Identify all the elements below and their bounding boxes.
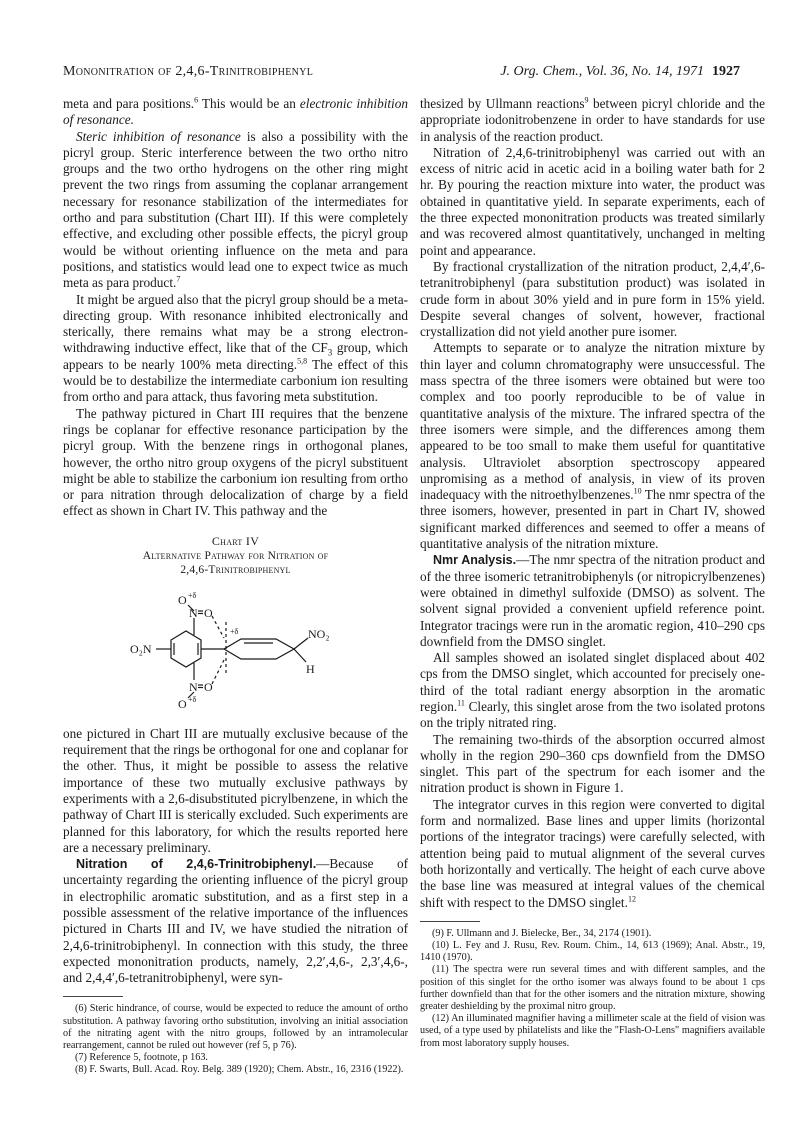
text-run: group, which appears to be nearly 100% meta directing. — [63, 340, 409, 372]
text-run: is also a possibility with the picryl group. Steric interference between the two ortho nitro groups and the two ortho hydrogens on the other ring might prevent the two rings from assuming the coplanar arrangement necessary for resonance stabilization of the intermediates for ortho and para substitution (Chart III). If this were completely effective, and excluding other possible effects, the picryl group would be without orienting influence on the meta and para positions, and statistics would lead one to expect twice as much meta as para product. — [63, 128, 408, 291]
footnote: (10) L. Fey and J. Rusu, Rev. Roum. Chim., 14, 613 (1969); Anal. Abstr., 19, 1410 (1970). — [420, 940, 765, 964]
reference-mark: 5,8 — [297, 356, 308, 366]
field-effect-line — [212, 660, 224, 684]
section-heading: Nitration of 2,4,6-Trinitrobiphenyl. — [76, 857, 317, 872]
paragraph — [420, 552, 765, 650]
oxygen-label: O — [203, 679, 213, 694]
reference-mark: 11 — [457, 698, 465, 708]
reference-mark: 7 — [176, 274, 181, 284]
field-effect-line — [212, 616, 224, 638]
chart-caption-line: 2,4,6-Trinitrobiphenyl — [180, 564, 291, 577]
paragraph — [63, 96, 408, 129]
footnote: (7) Reference 5, footnote, p 163. — [75, 1052, 208, 1064]
nitrogen-label: N — [188, 679, 198, 694]
page-number: 1927 — [712, 64, 740, 79]
text-run: This would be an — [198, 96, 300, 111]
text-run: It might be argued also that the picryl group should be a meta-directing group. With resonance inhibited electronically and sterically, there remains what may be a strong electron-withdrawing inductive effect, like that of the CF — [63, 291, 408, 356]
o2n-label: O₂N — [129, 641, 152, 656]
oxygen-label: O — [177, 696, 187, 711]
text-run: The nmr spectra of the three isomers, however, presented in part in Chart IV, showed significant marked differences and seemed to offer a means of quantitative analysis of the nitration mixture. — [420, 487, 765, 552]
footnotes — [420, 921, 765, 1050]
picryl-ring — [171, 631, 201, 667]
footnote-rule — [420, 921, 480, 922]
reference-mark: 12 — [627, 894, 636, 904]
footnote-rule — [63, 996, 123, 997]
page-header — [63, 62, 740, 84]
footnote: (12) An illuminated magnifier having a millimeter scale at the field of vision was used, of a type used by philatelists and like the "Flash-O-Lens" magnifiers available from most laboratory supply houses. — [420, 1013, 765, 1049]
partial-charge-label: +δ — [187, 590, 196, 600]
paragraph — [63, 856, 408, 986]
bond — [294, 649, 306, 662]
paragraph — [420, 650, 765, 731]
text-run: between picryl chloride and the appropriate iodonitrobenzene in order to have standards for use in analysis of the reaction product. — [420, 96, 766, 144]
chart-iv — [63, 534, 408, 716]
bond — [294, 638, 308, 649]
paragraph: By fractional crystallization of the nitration product, 2,4,4′,6-tetranitrobiphenyl (para substitution product) was isolated in crude form in about 30% yield and in pure form in 15% yield. Despite several changes of solvent, however, fractional crystallization did not yield another pure isomer. — [420, 258, 765, 340]
orthogonal-ring — [224, 639, 294, 659]
reference-mark: 6 — [194, 95, 199, 105]
text-run: Clearly, this singlet arose from the two isolated protons on the triply nitrated ring. — [420, 698, 765, 731]
no2-label: NO₂ — [307, 626, 330, 641]
footnote: (6) Steric hindrance, of course, would be expected to reduce the amount of ortho substitution. A pathway favoring ortho substitution, involving an initial association of the nitrating agent with the nitro groups, followed by an intramolecular rearrangement, cannot be ruled out however (ref 5, p 76). — [63, 1003, 408, 1052]
text-run: The integrator curves in this region were converted to digital form and normalized. Base lines and upper limits (horizontal portions of the integrator tracings) were carefully selected, with attention being paid to mutual alignment of the several curves both horizontally and vertically. The height of each curve above the base line was measured at integral values of the chemical shift with respect to the DMSO singlet. — [420, 796, 765, 910]
paragraph: The pathway pictured in Chart III requires that the benzene rings be coplanar for effective resonance participation by the picryl group. With the benzene rings in orthogonal planes, however, the ortho nitro group oxygens of the picryl substituent might be able to stabilize the carbonium ion resulting from ortho or para nitration through delocalization of charge by a field effect as shown in Chart IV. This pathway and the — [63, 405, 408, 519]
text-run: All samples showed an isolated singlet displaced about 402 cps from the DMSO singlet, which accounted for precisely one-third of the total radiant energy absorption in the aromatic region. — [420, 650, 765, 714]
chemical-structure-diagram — [116, 584, 356, 716]
paragraph — [63, 292, 408, 406]
footnote: (11) The spectra were run several times and with different samples, and the position of this singlet for the ortho isomer was always found to be about 1 cps further downfield than that for the other isomers and the nitration mixture, showing greater deshielding by the proximal nitro group. — [420, 964, 765, 1013]
journal-reference: J. Org. Chem., Vol. 36, No. 14, 1971 — [500, 64, 704, 79]
subscript: 3 — [327, 348, 333, 359]
footnote: (8) F. Swarts, Bull. Acad. Roy. Belg. 389 (1920); Chem. Abstr., 16, 2316 (1922). — [75, 1064, 404, 1076]
text-run: Attempts to separate or to analyze the nitration mixture by thin layer and column chromatography were unsuccessful. The mass spectra of the three isomers were obtained but were too complex and too poorly reproducible to be of value in quantitative analysis of the mixture. The infrared spectra of the three isomers were simple, and the differences among them appeared to be too small to make them useful for quantitative analysis. Ultraviolet absorption spectroscopy appeared unpromising as a method of analysis, in view of its proven inadequacy with the nitroethylbenzenes. — [420, 340, 765, 503]
journal-citation — [500, 62, 740, 84]
text-run: The effect of this would be to destabilize the intermediate carbonium ion resulting from ortho and para attack, thus favoring meta substitution. — [63, 356, 408, 405]
footnotes — [63, 996, 408, 1076]
text-run: —The nmr spectra of the nitration product and of the three isomeric tetranitrobiphenyls (or nitropicrylbenzenes) were obtained in dimethyl sulfoxide (DMSO) as solvent. The solvent signal provided a convenient upfield reference point. Integrator tracings were run in the aromatic region, 410–290 cps downfield from the DMSO singlet. — [420, 552, 766, 649]
footnote: (9) F. Ullmann and J. Bielecke, Ber., 34, 2174 (1901). — [432, 927, 652, 939]
text-run: thesized by Ullmann reactions — [420, 96, 585, 111]
emphasis-text: electronic inhibition of resonance. — [63, 96, 408, 128]
paragraph — [63, 129, 408, 292]
reference-mark: 10 — [633, 486, 642, 496]
paragraph: Nitration of 2,4,6-trinitrobiphenyl was carried out with an excess of nitric acid in acetic acid in a boiling water bath for 2 hr. By pouring the reaction mixture into water, the product was obtained in quantitative yield. In separate experiments, each of the three expected mononitration products was treated similarly and was recovered almost quantitatively, unchanged in melting point and appearance. — [420, 144, 765, 258]
text-run: —Because of uncertainty regarding the orienting influence of the picryl group in electrophilic aromatic substitution, and as a first step in a possible assessment of the relative importance of the influences pictured in Charts III and IV, we have studied the nitration of 2,4,6-trinitrobiphenyl. In connection with this study, the three expected mononitration products, namely, 2,2′,4,6-, 2,3′,4,6-, and 2,4,4′,6-tetranitrobiphenyl, were syn- — [63, 856, 408, 986]
chart-title: Chart IV — [211, 533, 260, 548]
paragraph — [420, 797, 765, 911]
chart-caption-line: Alternative Pathway for Nitration of — [142, 549, 329, 562]
paragraph — [420, 340, 765, 552]
section-heading: Nmr Analysis. — [433, 553, 517, 568]
paragraph — [420, 96, 765, 145]
partial-charge-label: +δ — [229, 626, 238, 636]
partial-charge-label: +δ — [187, 694, 196, 704]
oxygen-label: O — [177, 592, 187, 607]
hydrogen-label: H — [305, 661, 315, 676]
emphasis-text: Steric inhibition of resonance — [76, 128, 241, 144]
nitrogen-label: N — [188, 605, 198, 620]
paragraph: The remaining two-thirds of the absorption occurred almost wholly in the region 290–360 cps downfield from the DMSO singlet. This part of the spectrum for each isomer and the nitration product is shown in Figure 1. — [420, 731, 765, 796]
right-column — [420, 96, 765, 1050]
running-title: Mononitration of 2,4,6-Trinitrobiphenyl — [63, 64, 314, 79]
oxygen-label: O — [203, 605, 213, 620]
paragraph: one pictured in Chart III are mutually exclusive because of the requirement that the rings be orthogonal for one and coplanar for the other. Thus, it might be possible to assess the relative importance of these two mutually exclusive pathways by experiments with a 2,6-disubstituted picrylbenzene, in which the pathway of Chart III is sterically excluded. Such experiments are planned for this laboratory, for which the results reported here are a necessary preliminary. — [63, 725, 408, 855]
left-column — [63, 96, 408, 1077]
reference-mark: 9 — [584, 95, 589, 105]
text-run: meta and para positions. — [63, 96, 195, 111]
